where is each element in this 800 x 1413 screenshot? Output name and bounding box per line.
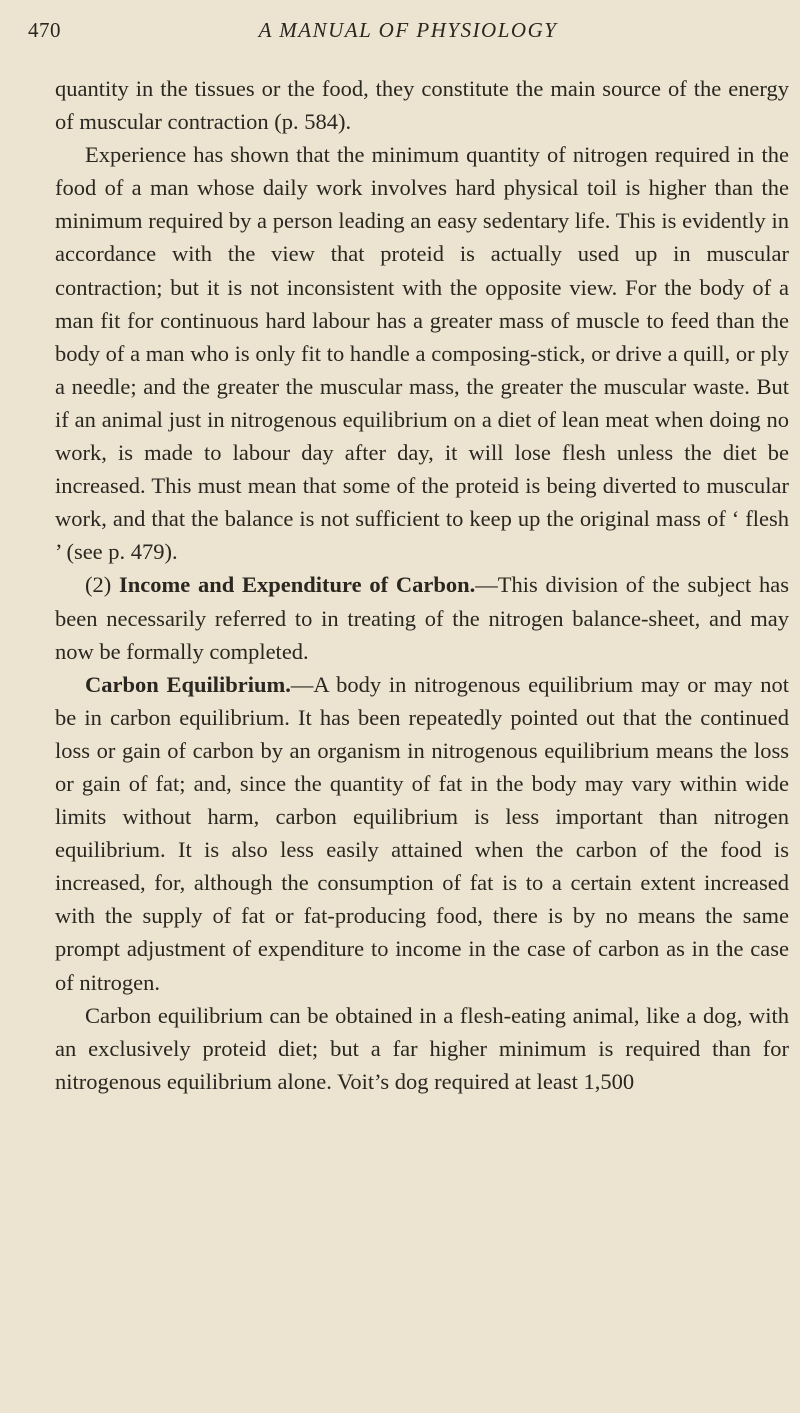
paragraph-text: —This division of the subject has been necessarily referred to in treating of the nitrogen balance-sheet, and may now be formally completed. xyxy=(55,572,789,664)
paragraph-text: quantity in the tissues or the food, they constitute the main source of the energy of muscular contraction (p. 584). xyxy=(55,76,789,135)
book-title: A MANUAL OF PHYSIOLOGY xyxy=(258,18,558,42)
paragraph-continued xyxy=(55,72,789,138)
paragraph-carbon-equilibrium xyxy=(55,668,789,999)
paragraph-text: —A body in nitrogenous equilibrium may or may not be in carbon equilibrium. It has been repeatedly pointed out that the continued loss or gain of carbon by an organism in nitrogenous equilibrium means the loss or gain of fat; and, since the quantity of fat in the body may vary within wide limits without harm, carbon equilibrium is less important than nitrogen equilibrium. It is also less easily attained when the carbon of the food is increased, for, although the consumption of fat is to a certain extent increased with the supply of fat or fat-producing food, there is by no means the same prompt adjustment of expenditure to income in the case of carbon as in the case of nitrogen. xyxy=(55,671,789,995)
paragraph-text: Experience has shown that the minimum quantity of nitrogen required in the food of a man whose daily work involves hard physical toil is higher than the minimum required by a person leading an easy sedentary life. This is evidently in accordance with the view that proteid is actually used up in muscular contraction; but it is not inconsistent with the opposite view. For the body of a man fit for continuous hard labour has a greater mass of muscle to feed than the body of a man who is only fit to handle a composing-stick, or drive a quill, or ply a needle; and the greater the muscular mass, the greater the muscular waste. But if an animal just in nitrogenous equilibrium on a diet of lean meat when doing no work, is made to labour day after day, it will lose flesh unless the diet be increased. This must mean that some of the proteid is being diverted to muscular work, and that the balance is not sufficient to keep up the original mass of ‘ flesh ’ (see p. 479). xyxy=(55,142,789,565)
section-heading: Income and Expenditure of Carbon. xyxy=(119,572,476,598)
body-text xyxy=(55,72,789,1098)
section-number: (2) xyxy=(85,572,119,598)
paragraph-experience xyxy=(55,138,789,568)
running-head xyxy=(28,18,788,48)
page-number: 470 xyxy=(28,18,61,42)
paragraph-flesh-eating xyxy=(55,999,789,1098)
paragraph-carbon-income xyxy=(55,568,789,667)
paragraph-text: Carbon equilibrium can be obtained in a flesh-eating animal, like a dog, with an exclusively proteid diet; but a far higher minimum is required than for nitrogenous equilibrium alone. Voit’s dog required at least 1,500 xyxy=(55,1002,789,1094)
subsection-heading: Carbon Equilibrium. xyxy=(85,671,291,697)
